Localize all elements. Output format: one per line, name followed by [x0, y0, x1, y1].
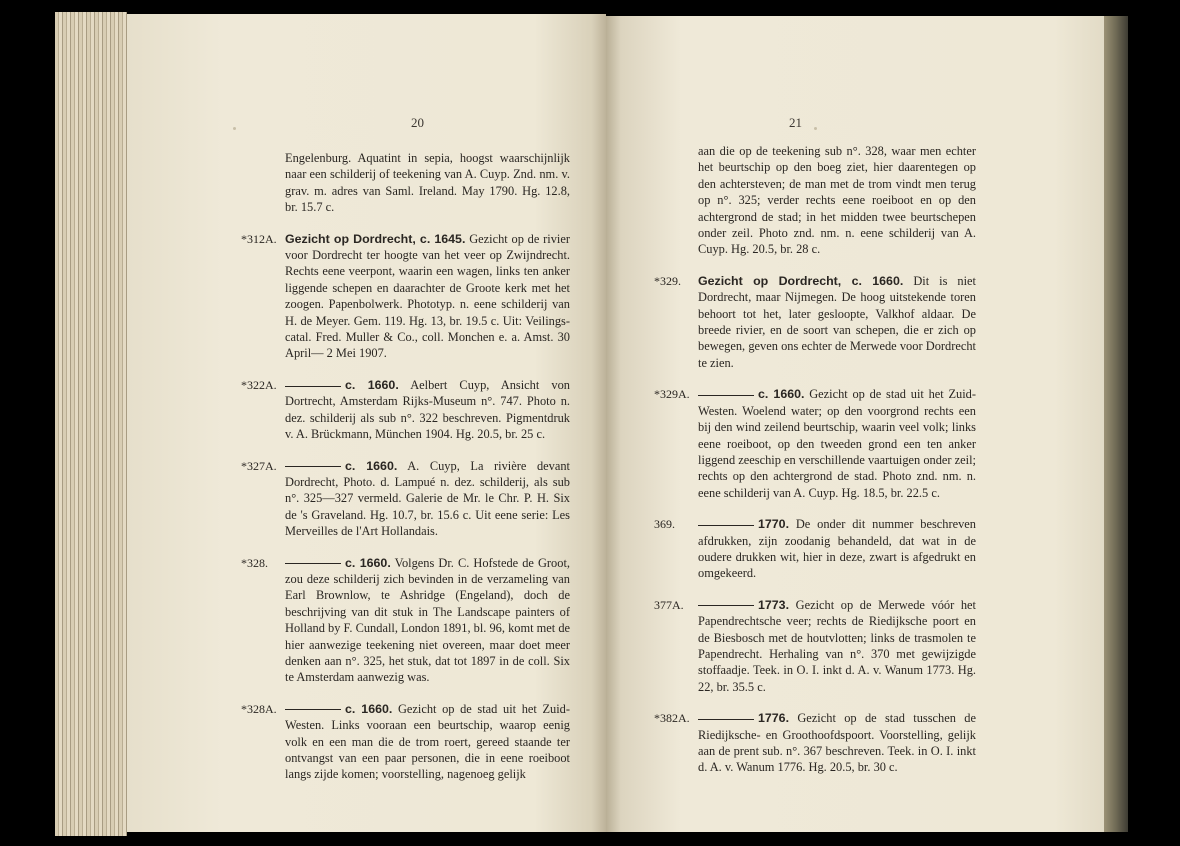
entry-number: *382A. [654, 711, 690, 726]
paper-speck [233, 127, 236, 130]
entry-text: Gezicht op de stad uit het Zuid-Westen. Woelend water; op den voorgrond rechts een bij den wind zeilend beurtschip, waarin veel volk; links eene roeiboot, op den tweeden grond een ten anker liggend zeeschip en verschillende vaartuigen onder zeil; rechts op den achtergrond de stad. Photo znd. nm. n. eene schilderij van A. Cuyp. Hg. 18.5, br. 22.5 c. [698, 387, 976, 500]
entry-text: Gezicht op de stad tusschen de Riedijksche- en Groothoofdspoort. Voorstelling, gelijk aan de prent sub. n°. 367 beschreven. Teek. in O. I. inkt d. A. v. Wanum 1776. Hg. 20.5, br. 30 c. [698, 711, 976, 775]
entry-year: c. 1660. [345, 377, 399, 392]
entry-number: *328. [241, 555, 268, 570]
entry-year: 1770. [758, 517, 790, 532]
entry-text: Volgens Dr. C. Hofstede de Groot, zou deze schilderij zich bevinden in de verzameling van Earl Brownlow, te Ashridge (Engeland), doch de beschrijving van dit stuk in The Landscape painters of Holland by F. Cundall, London 1891, bl. 96, komt met de hier aanwezige teekening niet overeen, maar doet meer denken aan n°. 325, het stuk, dat tot 1897 in de coll. Six te Amsterdam aanwezig was. [285, 555, 571, 685]
entry-369 [654, 516, 976, 582]
page-number-right: 21 [789, 115, 802, 130]
ditto-dash [285, 563, 341, 564]
entry-312a [241, 231, 570, 362]
paper-speck [814, 127, 817, 130]
entry-text: Gezicht op de rivier voor Dordrecht ter hoogte van het veer op Zwijndrecht. Rechts eene veerpont, waarin een wagen, links ten anker liggende schepen en daarachter de Groote kerk met het zoogen. Papenbolwerk. Phototyp. n. eene schilderij van H. de Meyer. Gem. 119. Hg. 13, br. 19.5 c. Uit: Veilings-catal. Fred. Muller & Co., coll. Monchen e. a. Amst. 30 April— 2 Mei 1907. [285, 231, 570, 361]
entry-text: Dit is niet Dordrecht, maar Nijmegen. De hoog uitstekende toren behoort tot het, later gesloopte, Valkhof aldaar. De breede rivier, en de soort van schepen, die er zich op bewegen, geven ons echter de Merwede voor Dordrecht te zien. [698, 273, 977, 370]
ditto-dash [698, 525, 754, 526]
entry-number: 369. [654, 517, 675, 532]
entry-382a [654, 710, 976, 776]
entry-year: 1776. [758, 711, 790, 726]
entry-text: Engelenburg. Aquatint in sepia, hoogst waarschijnlijk naar een schilderij of teekening van A. Cuyp. Znd. nm. v. grav. m. adres van Saml. Ireland. May 1790. Hg. 12.8, br. 15.7 c. [285, 151, 570, 215]
entry-329a [654, 386, 976, 501]
entry-text: aan die op de teekening sub n°. 328, waar men echter het beurtschip op den boeg ziet, hier daarentegen op den achtersteven; de man met de trom vindt men terug op n°. 325; verder rechts eene roeiboot en op den achtergrond de stad; in het midden twee beurtschepen onder zeil. Photo znd. nm. n. eene schilderij van A. Cuyp. Hg. 20.5, br. 28 c. [698, 144, 976, 257]
entry-text: De onder dit nummer beschreven afdrukken, zijn zoodanig behandeld, dat wat in de oudere drukken wit, hier in deze, zwart is afgedrukt en omgekeerd. [698, 517, 976, 581]
entry-number: *322A. [241, 377, 277, 392]
entry-328a [241, 701, 570, 783]
entry-text: A. Cuyp, La rivière devant Dordrecht, Photo. d. Lampué n. dez. schilderij, als sub n°. 325—327 vermeld. Galerie de Mr. le Chr. P. H. Six de 's Graveland. Hg. 10.7, br. 15.6 c. Uit eene serie: Les Merveilles de l'Art Hollandais. [285, 458, 570, 539]
entry-continuation [698, 143, 976, 258]
ditto-dash [285, 709, 341, 710]
entry-year: c. 1660. [345, 555, 391, 570]
ditto-dash [698, 395, 754, 396]
entry-year: c. 1660. [758, 387, 805, 402]
entry-number: *312A. [241, 231, 277, 246]
entry-329 [654, 273, 977, 371]
entry-number: 377A. [654, 597, 684, 612]
entry-continuation [285, 150, 570, 216]
entry-327a [241, 458, 570, 540]
entry-number: *327A. [241, 458, 277, 473]
entry-text: Aelbert Cuyp, Ansicht von Dortrecht, Amsterdam Rijks-Museum n°. 747. Photo n. dez. schilderij als sub n°. 322 beschreven. Pigmentdruk v. A. Brückmann, München 1904. Hg. 20.5, br. 25 c. [285, 377, 570, 442]
right-text-column [654, 143, 977, 791]
left-text-column [241, 150, 571, 798]
entry-text: Gezicht op de Merwede vóór het Papendrechtsche veer; rechts de Riedijksche poort en de Biesbosch met de houtvlotten; links de trasmolen te Papendrecht. Herhaling van n°. 370 met gewijzigde stoffaadje. Teek. in O. I. inkt d. A. v. Wanum 1773. Hg. 22, br. 35.5 c. [698, 597, 976, 694]
entry-title: Gezicht op Dordrecht, c. 1645. [285, 231, 466, 246]
page-number-left: 20 [411, 115, 424, 130]
book-page-edges-left [55, 12, 127, 836]
entry-title: Gezicht op Dordrecht, c. 1660. [698, 273, 904, 288]
entry-322a [241, 377, 570, 443]
ditto-dash [285, 466, 341, 467]
entry-year: c. 1660. [345, 701, 393, 716]
entry-number: *329. [654, 273, 681, 288]
book-page-edges-right [1104, 16, 1128, 832]
entry-year: c. 1660. [345, 458, 398, 473]
ditto-dash [285, 386, 341, 387]
entry-year: 1773. [758, 597, 790, 612]
entry-377a [654, 597, 976, 695]
entry-text: Gezicht op de stad uit het Zuid-Westen. Links vooraan een beurtschip, waarop eenig volk en een man die de trom roert, gereed staande ter ontvangst van een paar personen, die in eene roeiboot langs zijde komen; voorstelling, nagenoeg gelijk [285, 701, 570, 782]
ditto-dash [698, 719, 754, 720]
entry-number: *329A. [654, 387, 690, 402]
ditto-dash [698, 605, 754, 606]
entry-328 [241, 555, 571, 686]
entry-number: *328A. [241, 701, 277, 716]
